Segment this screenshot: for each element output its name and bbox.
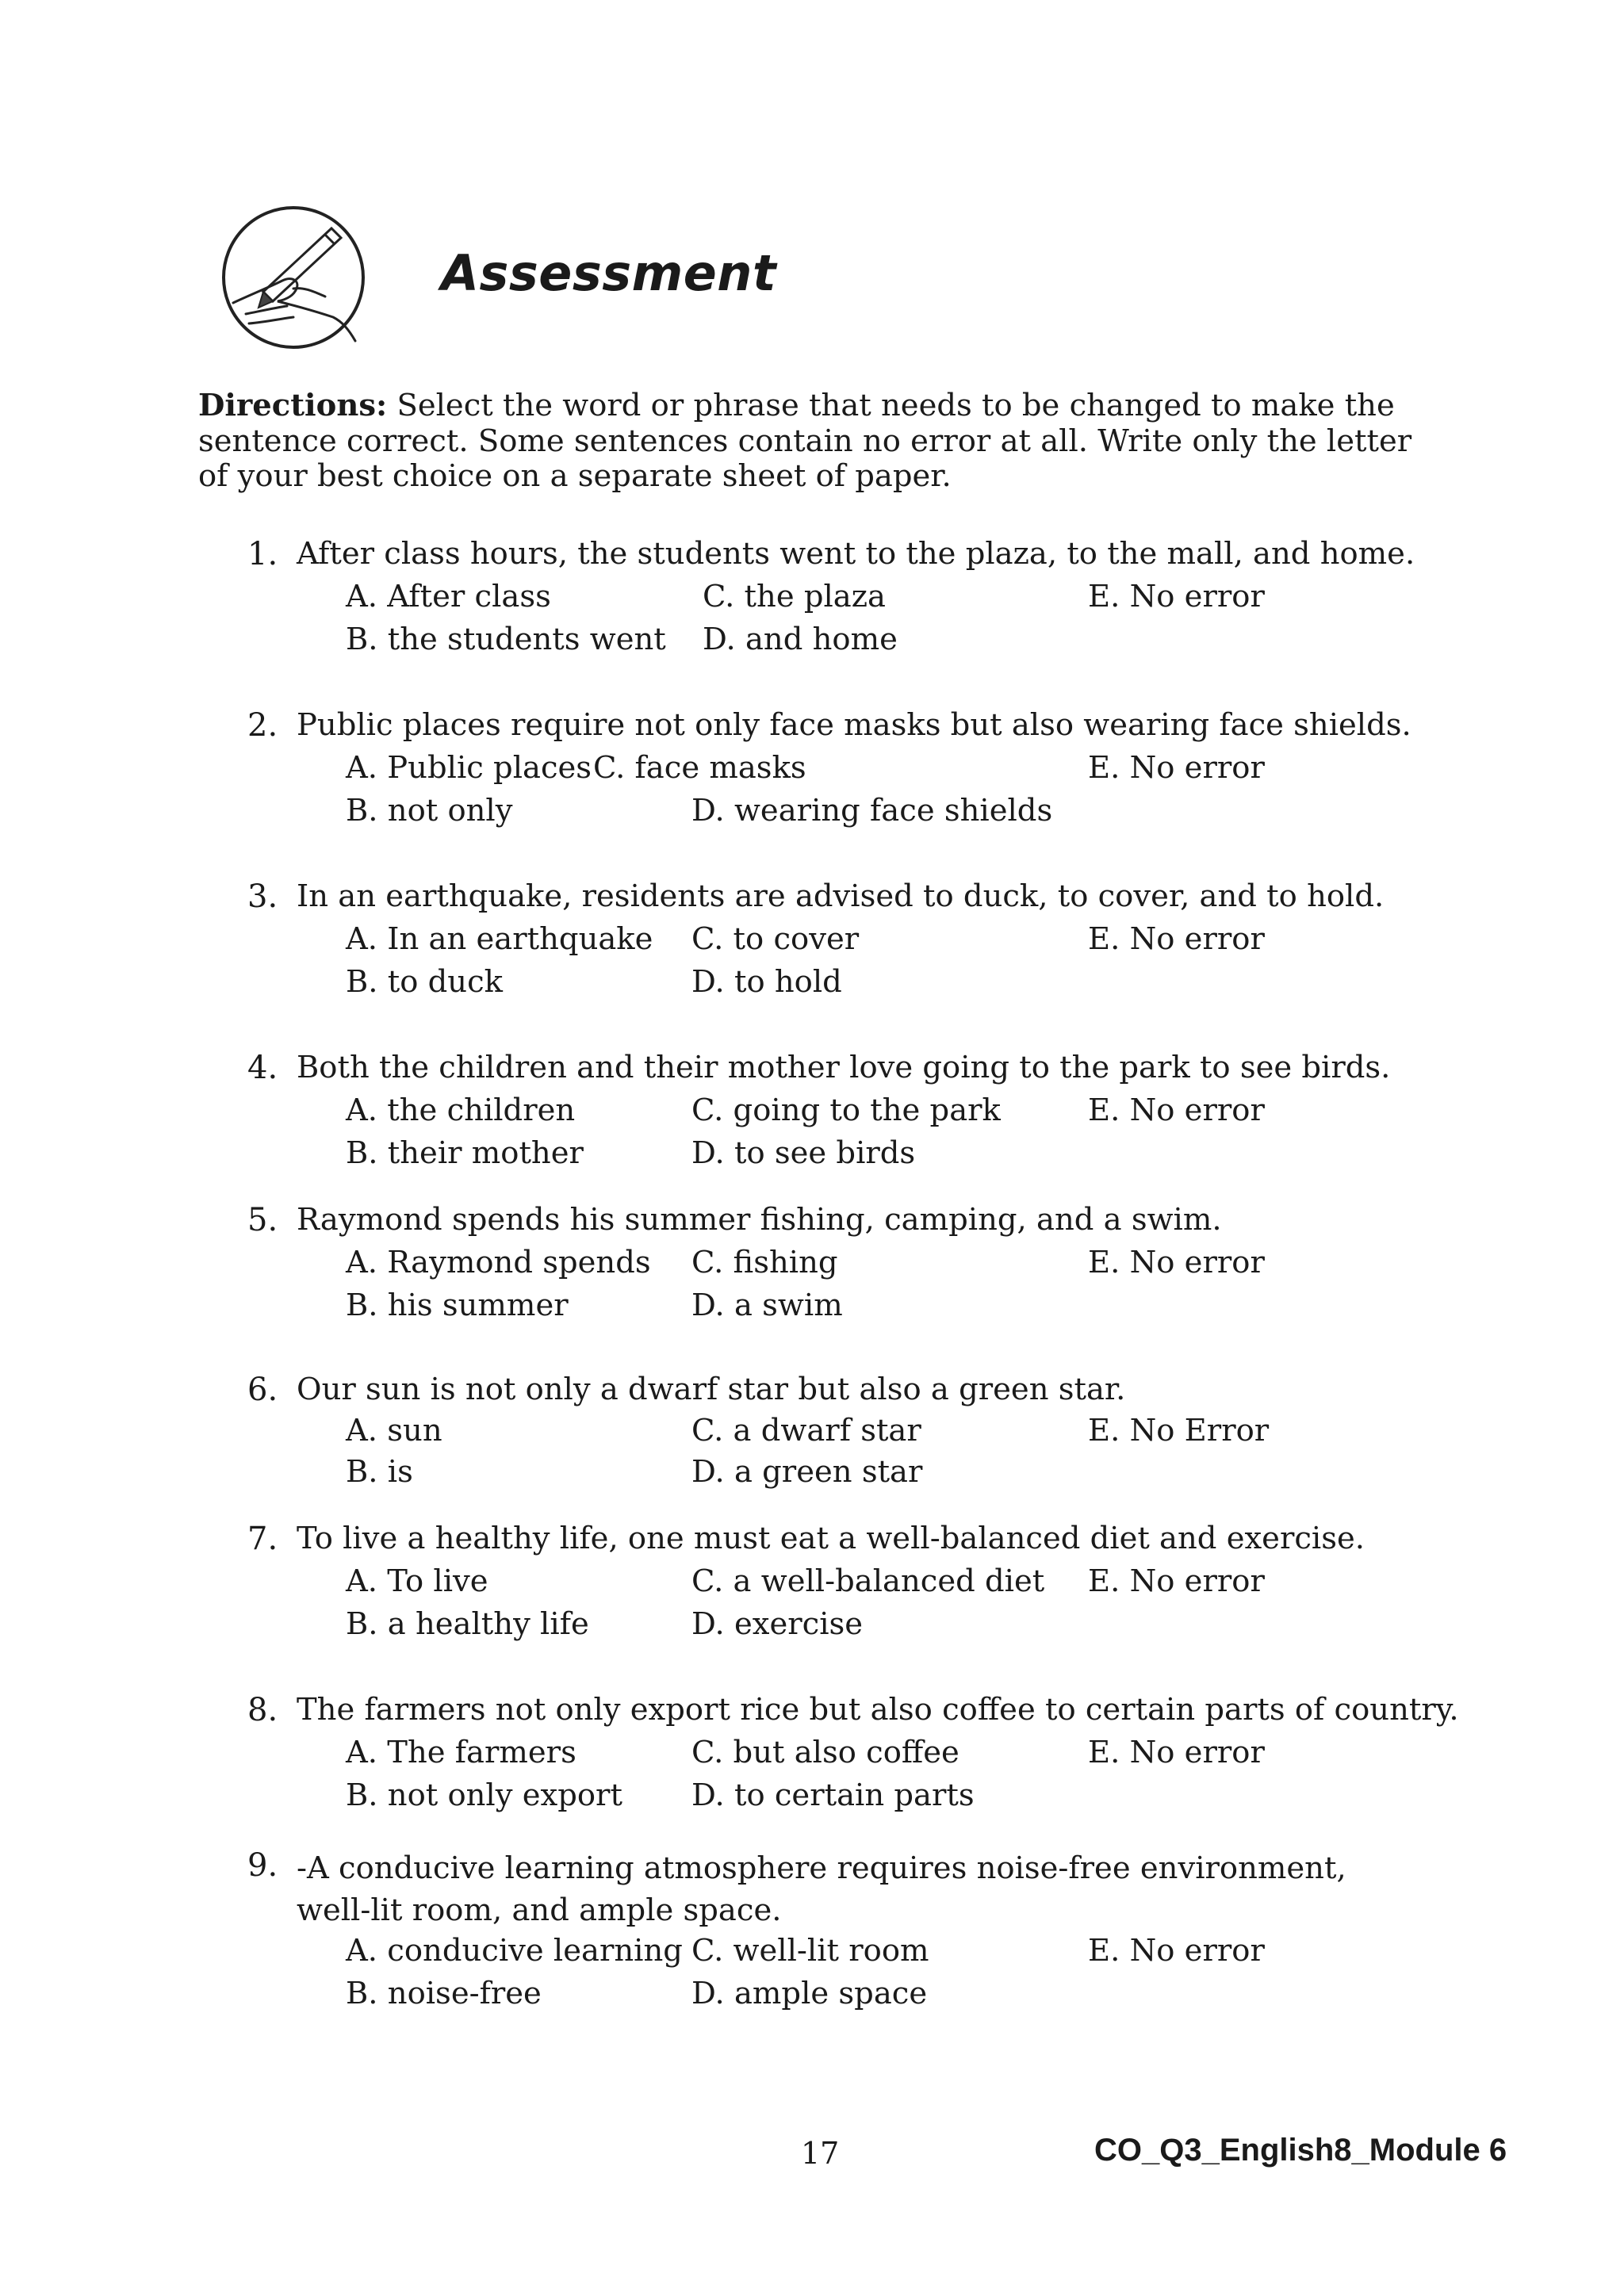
option-d: D. and home — [703, 622, 898, 657]
option-d: D. a green star — [691, 1454, 923, 1490]
question-stem: The farmers not only export rice but also coffee to certain parts of country. — [297, 1692, 1459, 1728]
option-b: B. a healthy life — [346, 1606, 589, 1642]
writing-hand-icon — [214, 198, 373, 357]
option-d: D. to certain parts — [691, 1777, 975, 1813]
option-d: D. exercise — [691, 1606, 864, 1642]
option-d: D. to see birds — [691, 1135, 916, 1171]
option-c: C. face masks — [593, 750, 806, 786]
question-stem: Both the children and their mother love going to the park to see birds. — [297, 1050, 1391, 1085]
question-number: 6. — [247, 1372, 278, 1408]
option-e: E. No error — [1088, 1245, 1265, 1280]
option-e: E. No error — [1088, 1563, 1265, 1599]
option-c: C. but also coffee — [691, 1735, 959, 1770]
option-b: B. their mother — [346, 1135, 584, 1171]
option-e: E. No error — [1088, 579, 1265, 614]
option-c: C. the plaza — [703, 579, 886, 614]
option-b: B. to duck — [346, 964, 503, 1000]
question-stem: To live a healthy life, one must eat a well-balanced diet and exercise. — [297, 1521, 1365, 1556]
option-d: D. to hold — [691, 964, 842, 1000]
option-e: E. No error — [1088, 750, 1265, 786]
question-number: 2. — [247, 707, 278, 744]
option-b: B. is — [346, 1454, 413, 1490]
directions — [198, 388, 1435, 495]
option-a: A. To live — [346, 1563, 488, 1599]
option-a: A. After class — [346, 579, 551, 614]
question-number: 1. — [247, 536, 278, 572]
option-e: E. No error — [1088, 921, 1265, 957]
option-d: D. wearing face shields — [691, 793, 1053, 828]
question-stem: After class hours, the students went to the plaza, to the mall, and home. — [297, 536, 1415, 572]
question-stem: In an earthquake, residents are advised to duck, to cover, and to hold. — [297, 878, 1385, 914]
option-d: D. a swim — [691, 1288, 843, 1323]
option-a: A. conducive learning — [346, 1933, 683, 1969]
option-b: B. not only export — [346, 1777, 622, 1813]
option-b: B. not only — [346, 793, 513, 828]
option-c: C. fishing — [691, 1245, 838, 1280]
option-b: B. the students went — [346, 622, 666, 657]
option-e: E. No error — [1088, 1933, 1265, 1969]
module-code: CO_Q3_English8_Module 6 — [1094, 2133, 1507, 2168]
question-stem: Our sun is not only a dwarf star but also a green star. — [297, 1372, 1126, 1407]
directions-text: Select the word or phrase that needs to be changed to make the sentence correct. Some sentences contain no error at all. Write only the letter of your best choice on a separate sheet of paper. — [198, 388, 1412, 494]
option-a: A. The farmers — [346, 1735, 576, 1770]
question-number: 8. — [247, 1692, 278, 1728]
option-e: E. No Error — [1088, 1413, 1270, 1448]
question-number: 7. — [247, 1521, 278, 1557]
page-title: Assessment — [441, 244, 777, 302]
option-c: C. to cover — [691, 921, 860, 957]
option-c: C. a dwarf star — [691, 1413, 921, 1448]
question-number: 5. — [247, 1202, 278, 1238]
option-b: B. noise-free — [346, 1976, 542, 2011]
option-a: A. In an earthquake — [346, 921, 653, 957]
question-number: 4. — [247, 1050, 278, 1086]
directions-label: Directions: — [198, 388, 388, 423]
question-stem: -A conducive learning atmosphere requires noise-free environment, well-lit room, and ample space. — [297, 1850, 1346, 1928]
question-stem: Public places require not only face masks but also wearing face shields. — [297, 707, 1411, 743]
question-number: 3. — [247, 878, 278, 915]
option-d: D. ample space — [691, 1976, 928, 2011]
option-a: A. Public places — [346, 750, 592, 786]
option-a: A. sun — [346, 1413, 442, 1448]
question-stem: Raymond spends his summer fishing, camping, and a swim. — [297, 1202, 1222, 1238]
option-e: E. No error — [1088, 1093, 1265, 1128]
question-number: 9. — [247, 1847, 278, 1884]
option-a: A. the children — [346, 1093, 576, 1128]
page-number: 17 — [801, 2136, 840, 2171]
option-e: E. No error — [1088, 1735, 1265, 1770]
option-c: C. going to the park — [691, 1093, 1001, 1128]
option-b: B. his summer — [346, 1288, 569, 1323]
option-c: C. well-lit room — [691, 1933, 929, 1969]
option-c: C. a well-balanced diet — [691, 1563, 1045, 1599]
option-a: A. Raymond spends — [346, 1245, 651, 1280]
